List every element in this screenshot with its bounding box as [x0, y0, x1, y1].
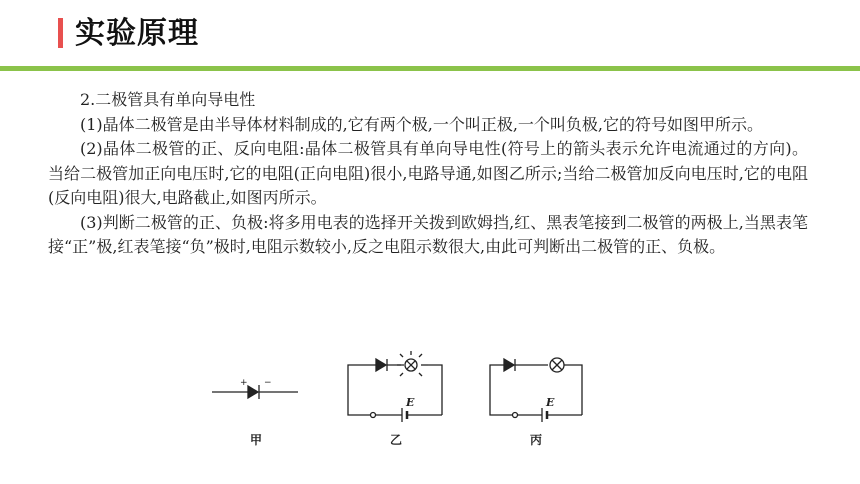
emf-label-forward: E — [406, 396, 415, 409]
circuit-forward — [348, 351, 442, 422]
minus-sign: − — [264, 378, 272, 388]
page-title: 实验原理 — [75, 16, 199, 51]
emf-label-reverse: E — [546, 396, 555, 409]
paragraph-3: (3)判断二极管的正、负极:将多用电表的选择开关拨到欧姆挡,红、黑表笔接到二极管的两极上,当黑表笔接“正”极,红表笔接“负”极时,电阻示数较小,反之电阻示数很大,由此可判断出二极管的正、负极。 — [48, 212, 808, 256]
header — [0, 0, 860, 72]
section-heading: 2.二极管具有单向导电性 — [80, 90, 256, 109]
content-body — [48, 88, 808, 260]
figure-label-yi: 乙 — [390, 433, 403, 447]
circuit-reverse — [490, 358, 582, 422]
paragraph-1: (1)晶体二极管是由半导体材料制成的,它有两个极,一个叫正极,一个叫负极,它的符号如图甲所示。 — [80, 114, 764, 134]
diode-symbol — [212, 385, 298, 399]
title-accent-bar — [58, 18, 63, 48]
header-divider — [0, 66, 860, 71]
figures-panel — [200, 345, 600, 465]
figure-label-bing: 丙 — [530, 433, 543, 447]
paragraph-2: (2)晶体二极管的正、反向电阻:晶体二极管具有单向导电性(符号上的箭头表示允许电流通过的方向)。当给二极管加正向电压时,它的电阻(正向电阻)很小,电路导通,如图乙所示;当给二极管加反向电压时,它的电阻(反向电阻)很大,电路截止,如图丙所示。 — [48, 139, 808, 207]
plus-sign: + — [240, 378, 248, 388]
figure-label-jia: 甲 — [250, 433, 263, 447]
